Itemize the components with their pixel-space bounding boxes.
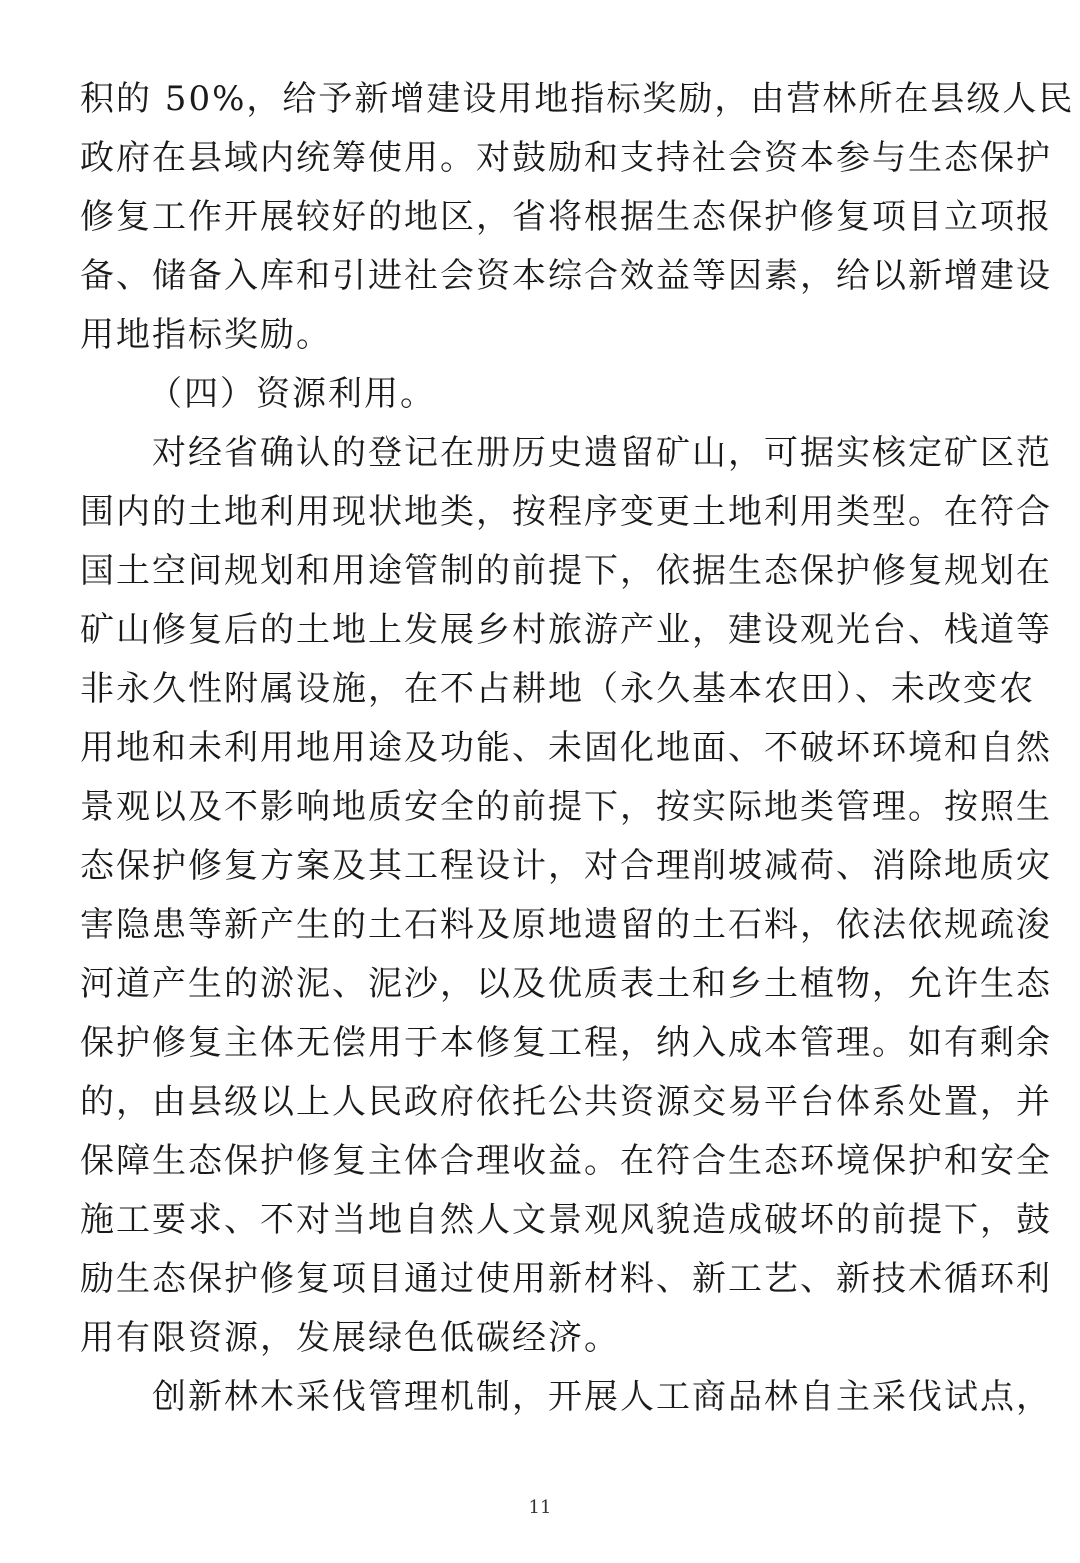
text-line: 用地和未利用地用途及功能、未固化地面、不破坏环境和自然: [80, 728, 1052, 768]
text-line: 施工要求、不对当地自然人文景观风貌造成破坏的前提下，鼓: [80, 1200, 1052, 1240]
text-line: 的，由县级以上人民政府依托公共资源交易平台体系处置，并: [80, 1082, 1052, 1122]
section-heading: （四）资源利用。: [148, 374, 436, 414]
text-line: 保障生态保护修复主体合理收益。在符合生态环境保护和安全: [80, 1141, 1052, 1181]
text-line: 修复工作开展较好的地区，省将根据生态保护修复项目立项报: [80, 197, 1052, 237]
text-line: 非永久性附属设施，在不占耕地（永久基本农田）、未改变农: [80, 669, 1035, 709]
text-line: 创新林木采伐管理机制，开展人工商品林自主采伐试点，: [152, 1377, 1052, 1417]
text-line: 态保护修复方案及其工程设计，对合理削坡减荷、消除地质灾: [80, 846, 1052, 886]
text-line: 河道产生的淤泥、泥沙，以及优质表土和乡土植物，允许生态: [80, 964, 1052, 1004]
page-body: [80, 70, 1075, 1427]
text-line: 害隐患等新产生的土石料及原地遗留的土石料，依法依规疏浚: [80, 905, 1052, 945]
text-line: 用地指标奖励。: [80, 315, 332, 355]
text-line: 矿山修复后的土地上发展乡村旅游产业，建设观光台、栈道等: [80, 610, 1052, 650]
text-line: 用有限资源，发展绿色低碳经济。: [80, 1318, 620, 1358]
text-line: 国土空间规划和用途管制的前提下，依据生态保护修复规划在: [80, 551, 1052, 591]
text-line: 景观以及不影响地质安全的前提下，按实际地类管理。按照生: [80, 787, 1052, 827]
text-line: 备、储备入库和引进社会资本综合效益等因素，给以新增建设: [80, 256, 1052, 296]
page-number: 11: [528, 1497, 552, 1518]
text-line: 对经省确认的登记在册历史遗留矿山，可据实核定矿区范: [152, 433, 1052, 473]
text-line: 围内的土地利用现状地类，按程序变更土地利用类型。在符合: [80, 492, 1052, 532]
text-line: 励生态保护修复项目通过使用新材料、新工艺、新技术循环利: [80, 1259, 1052, 1299]
text-line: 保护修复主体无偿用于本修复工程，纳入成本管理。如有剩余: [80, 1023, 1052, 1063]
text-line: 政府在县域内统筹使用。对鼓励和支持社会资本参与生态保护: [80, 138, 1052, 178]
text-line: 积的 50%，给予新增建设用地指标奖励，由营林所在县级人民: [80, 79, 1075, 119]
